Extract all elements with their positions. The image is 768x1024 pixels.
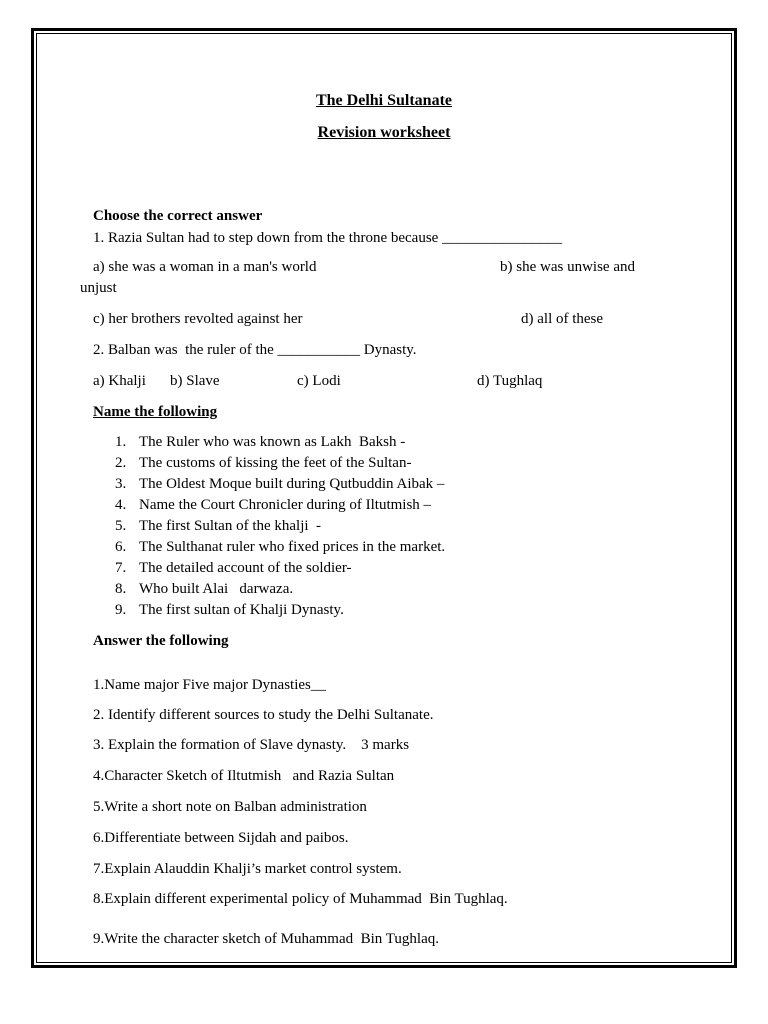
section-heading-choose: Choose the correct answer xyxy=(93,208,263,224)
q2-option-a: a) Khalji xyxy=(93,373,146,389)
section-heading-answer: Answer the following xyxy=(93,633,229,649)
worksheet-title: The Delhi Sultanate xyxy=(315,92,452,109)
answer-question: 9.Write the character sketch of Muhammad Bin Tughlaq. xyxy=(93,931,439,947)
q1-option-d: d) all of these xyxy=(521,311,604,327)
list-item: The first sultan of Khalji Dynasty. xyxy=(139,602,344,618)
list-item-number: 1. xyxy=(115,434,127,450)
answer-question: 4.Character Sketch of Iltutmish and Razia Sultan xyxy=(93,768,395,784)
q2-option-d: d) Tughlaq xyxy=(477,373,543,389)
answer-question: 6.Differentiate between Sijdah and paibos. xyxy=(93,830,349,846)
list-item: The Ruler who was known as Lakh Baksh - xyxy=(139,434,406,450)
q2-option-c: c) Lodi xyxy=(297,373,341,389)
section-heading-name: Name the following xyxy=(93,404,218,420)
list-item: Name the Court Chronicler during of Iltutmish – xyxy=(139,497,432,513)
list-item: The customs of kissing the feet of the Sultan- xyxy=(139,455,412,471)
list-item: The Oldest Moque built during Qutbuddin Aibak – xyxy=(139,476,445,492)
list-item-number: 2. xyxy=(115,455,127,471)
answer-question: 8.Explain different experimental policy of Muhammad Bin Tughlaq. xyxy=(93,891,508,907)
q1-option-b-cont: unjust xyxy=(80,280,117,296)
q1-option-c: c) her brothers revolted against her xyxy=(93,311,303,327)
q1-option-b: b) she was unwise and xyxy=(500,259,635,275)
list-item-number: 8. xyxy=(115,581,127,597)
list-item-number: 3. xyxy=(115,476,127,492)
answer-question: 1.Name major Five major Dynasties__ xyxy=(93,677,326,693)
list-item-number: 7. xyxy=(115,560,127,576)
answer-question: 5.Write a short note on Balban administration xyxy=(93,799,367,815)
list-item: Who built Alai darwaza. xyxy=(139,581,294,597)
list-item-number: 4. xyxy=(115,497,127,513)
list-item-number: 5. xyxy=(115,518,127,534)
answer-question: 2. Identify different sources to study the Delhi Sultanate. xyxy=(93,707,434,723)
list-item: The first Sultan of the khalji - xyxy=(139,518,322,534)
answer-question: 7.Explain Alauddin Khalji’s market control system. xyxy=(93,861,402,877)
question-2: 2. Balban was the ruler of the ___________ Dynasty. xyxy=(93,342,417,358)
list-item: The detailed account of the soldier- xyxy=(139,560,352,576)
q2-option-b: b) Slave xyxy=(170,373,220,389)
question-1: 1. Razia Sultan had to step down from the throne because ________________ xyxy=(93,230,563,246)
list-item-number: 6. xyxy=(115,539,127,555)
worksheet-subtitle: Revision worksheet xyxy=(317,124,451,141)
answer-question: 3. Explain the formation of Slave dynasty. 3 marks xyxy=(93,737,410,753)
list-item: The Sulthanat ruler who fixed prices in the market. xyxy=(139,539,446,555)
q1-option-a: a) she was a woman in a man's world xyxy=(93,259,317,275)
list-item-number: 9. xyxy=(115,602,127,618)
